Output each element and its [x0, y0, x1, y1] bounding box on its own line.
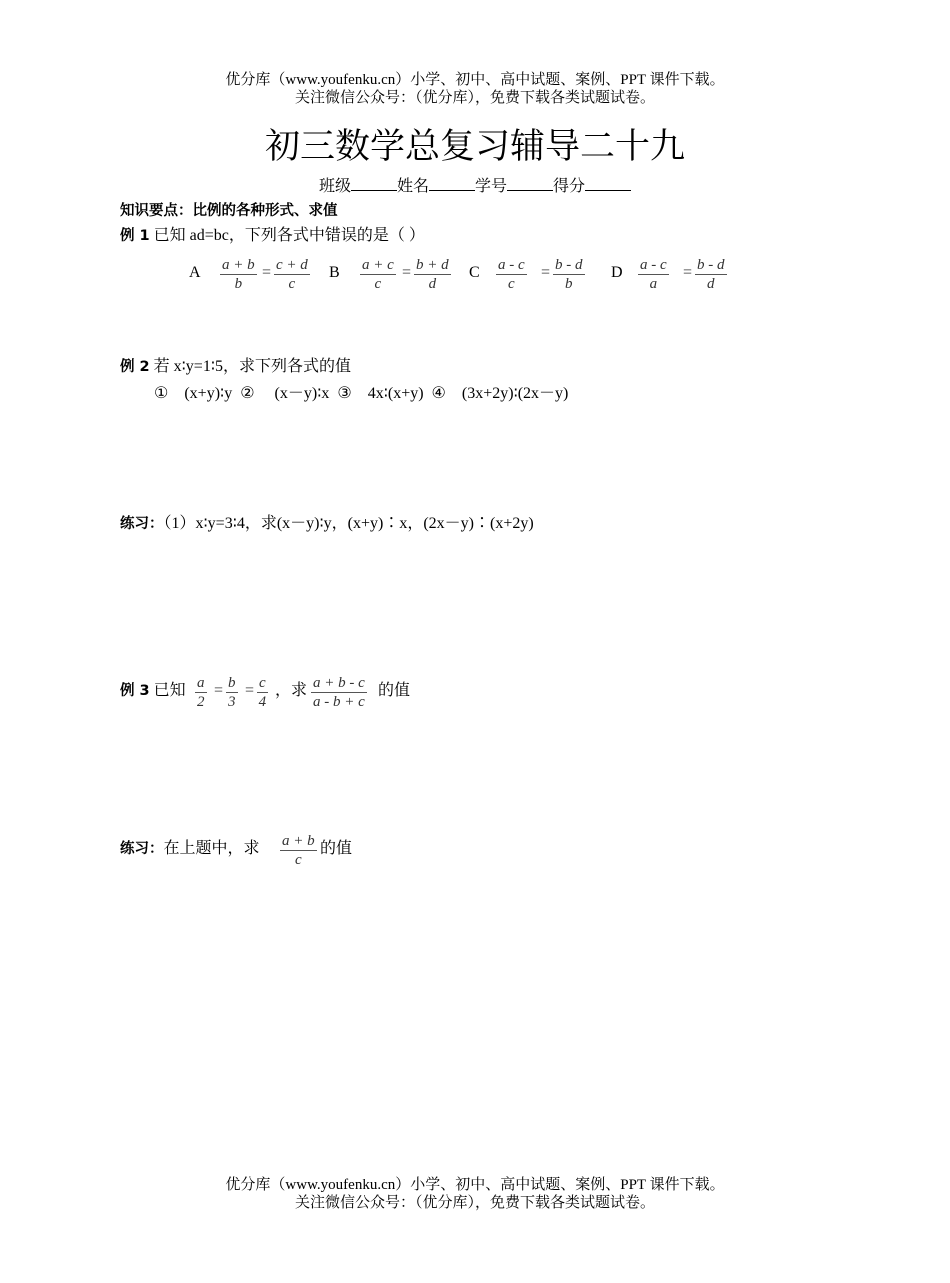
- practice-1-label: 练习：: [120, 516, 164, 532]
- fraction-denominator: d: [707, 276, 715, 292]
- example-3-pre: 已知: [153, 682, 186, 699]
- name-label: 姓名: [396, 178, 429, 195]
- fraction-denominator: c: [374, 276, 382, 292]
- option-d-letter: D: [611, 264, 623, 281]
- equals-sign: =: [245, 682, 255, 699]
- option-c-rhs: [553, 256, 585, 293]
- option-c-letter: C: [469, 264, 480, 281]
- equals-sign: =: [262, 264, 272, 281]
- header-line-1: 优分库（www.youfenku.cn）小学、初中、高中试题、案例、PPT 课件下载。: [225, 72, 725, 88]
- example-2-label: 例 2: [120, 359, 150, 375]
- class-label: 班级: [318, 178, 351, 195]
- name-blank[interactable]: [429, 175, 475, 191]
- option-a-letter: A: [189, 264, 201, 281]
- equals-sign: =: [214, 682, 224, 699]
- option-a-lhs: [220, 256, 257, 293]
- fraction-numerator: c + d: [276, 257, 308, 273]
- fraction-numerator: b: [228, 675, 236, 691]
- example-1-label: 例 1: [120, 228, 150, 244]
- option-d-rhs: [695, 256, 727, 293]
- practice-1: [120, 514, 534, 534]
- practice-1-text: （1）x∶y=3∶4，求(x－y)∶y，(x+y)∶x，(2x－y)∶(x+2y): [163, 515, 534, 532]
- fraction-denominator: 2: [197, 694, 205, 710]
- example-2-text: 若 x∶y=1∶5，求下列各式的值: [153, 358, 351, 375]
- footer-line-1: 优分库（www.youfenku.cn）小学、初中、高中试题、案例、PPT 课件下载。: [225, 1177, 725, 1193]
- fraction-numerator: b - d: [555, 257, 583, 273]
- example-3-post: 的值: [378, 682, 411, 699]
- class-blank[interactable]: [351, 175, 397, 191]
- fraction-a-over-2: [195, 674, 207, 711]
- score-label: 得分: [553, 178, 586, 195]
- fraction-target: [311, 674, 367, 711]
- equals-sign: =: [402, 264, 412, 281]
- example-3-label: 例 3: [120, 683, 150, 699]
- fraction-numerator: c: [259, 675, 266, 691]
- fraction-numerator: a + c: [362, 257, 394, 273]
- header-line-2: 关注微信公众号：（优分库），免费下载各类试题试卷。: [294, 90, 655, 106]
- fraction-numerator: a - c: [498, 257, 525, 273]
- fraction-denominator: c: [288, 276, 296, 292]
- fraction-denominator: b: [234, 276, 243, 292]
- fraction-c-over-4: [257, 674, 268, 711]
- practice-2-pre: 在上题中，求: [163, 840, 260, 857]
- practice-2-post: 的值: [320, 840, 353, 857]
- fraction-denominator: a: [649, 276, 658, 292]
- page-title: 初三数学总复习辅导二十九: [264, 127, 685, 167]
- fraction-denominator: c: [294, 852, 302, 868]
- fraction-denominator: c: [507, 276, 515, 292]
- footer-line-2: 关注微信公众号：（优分库），免费下载各类试题试卷。: [294, 1195, 655, 1211]
- fraction-denominator: b: [565, 276, 573, 292]
- option-d-lhs: [638, 256, 669, 293]
- option-c-lhs: [496, 256, 527, 293]
- equals-sign: =: [541, 264, 551, 281]
- example-1-text: 已知 ad=bc，下列各式中错误的是（ ）: [153, 227, 425, 244]
- option-b-rhs: [414, 256, 451, 293]
- fraction-numerator: a + b: [222, 257, 255, 273]
- example-2-items: ① (x+y)∶y ② (x－y)∶x ③ 4x∶(x+y) ④ (3x+2y)∶(2x－y): [154, 385, 569, 402]
- fraction-denominator: 3: [228, 694, 236, 710]
- fraction-numerator: b + d: [416, 257, 449, 273]
- option-a-rhs: [274, 256, 310, 293]
- fraction-numerator: a - c: [640, 257, 667, 273]
- equals-sign: =: [683, 264, 693, 281]
- fraction-denominator: a - b + c: [313, 694, 365, 710]
- fraction-numerator: b - d: [697, 257, 725, 273]
- fraction-b-over-3: [226, 674, 238, 711]
- fraction-numerator: a + b - c: [313, 675, 365, 691]
- fraction-denominator: d: [428, 276, 437, 292]
- practice-2-intro: [120, 839, 260, 859]
- fraction-denominator: 4: [258, 694, 267, 710]
- example-2: [120, 357, 351, 377]
- fraction-numerator: a + b: [282, 833, 315, 849]
- fraction-numerator: a: [197, 675, 205, 691]
- number-blank[interactable]: [507, 175, 553, 191]
- knowledge-points: 知识要点：比例的各种形式、求值: [120, 203, 338, 219]
- score-blank[interactable]: [585, 175, 631, 191]
- practice-2-label: 练习：: [120, 841, 164, 857]
- number-label: 学号: [475, 178, 508, 195]
- option-b-lhs: [360, 256, 396, 293]
- example-3-mid: ，求: [275, 682, 308, 699]
- option-b-letter: B: [329, 264, 340, 281]
- example-1: [120, 226, 425, 246]
- example-3-intro: [120, 681, 186, 701]
- student-fields: [0, 175, 950, 197]
- fraction-a-plus-b-over-c: [280, 832, 317, 869]
